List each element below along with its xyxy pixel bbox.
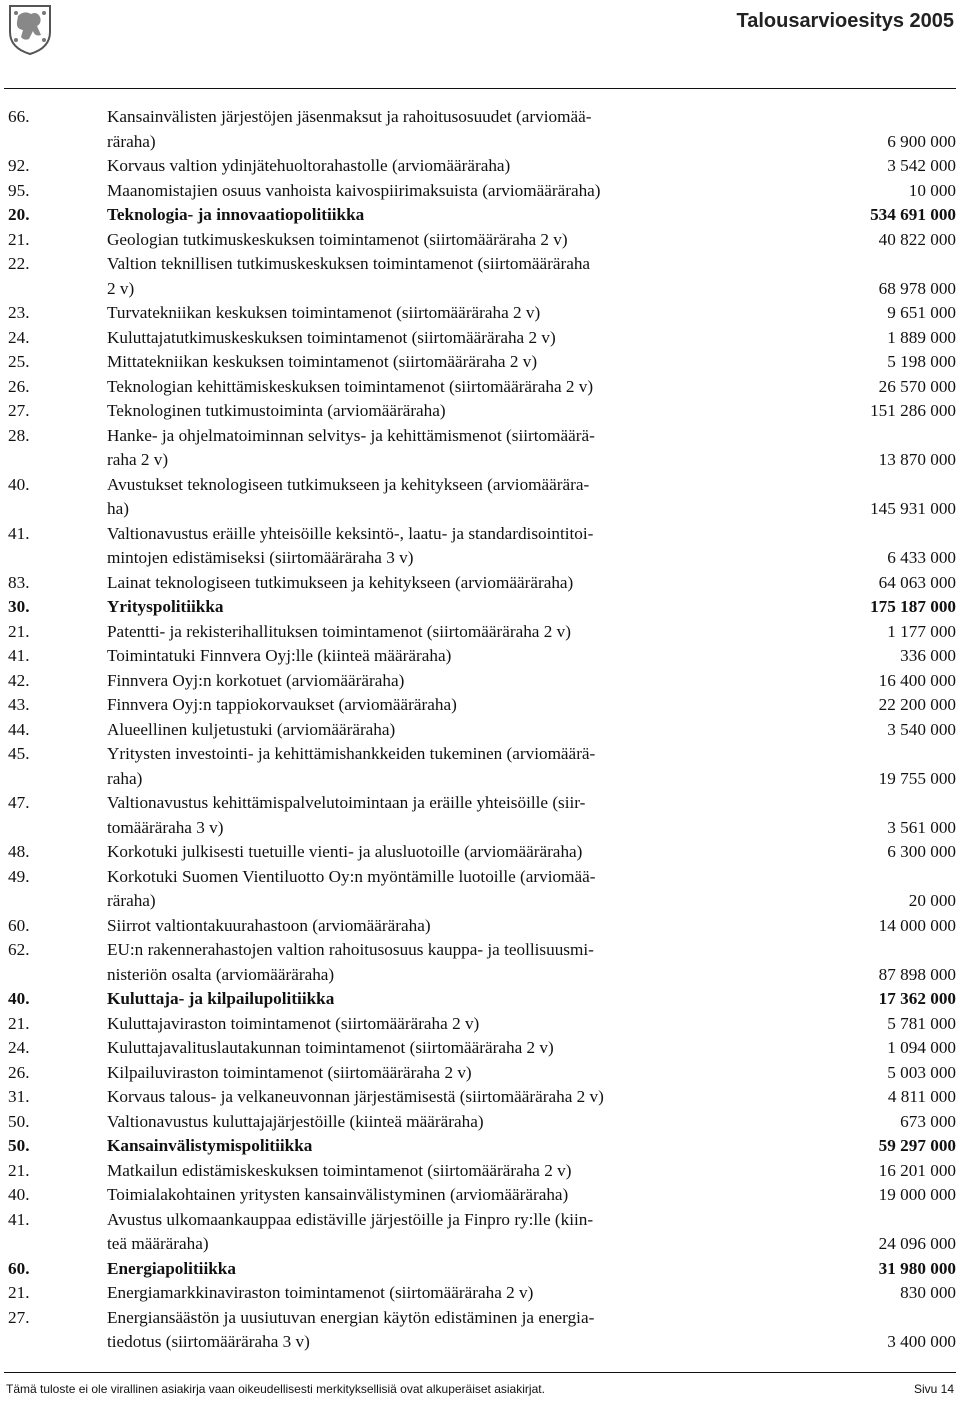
budget-item-row [8,1012,956,1037]
item-amount: 59 297 000 [878,1136,956,1155]
item-description: Kilpailuviraston toimintamenot (siirtomääräraha 2 v) [107,1062,472,1082]
budget-item-row [8,1159,956,1184]
item-description: Yrityspolitiikka [107,597,224,616]
budget-item-row [8,620,956,645]
disclaimer-text: Tämä tuloste ei ole virallinen asiakirja vaan oikeudellisesti merkityksellisiä ovat alkuperäiset asiakirjat. [6,1382,545,1396]
budget-item-row [8,105,956,154]
budget-item-row [8,1183,956,1208]
item-amount: 20 000 [908,891,956,910]
item-number: 40. [8,1185,30,1204]
item-description: Korkotuki julkisesti tuetuille vienti- ja alusluotoille (arviomääräraha) [107,842,583,861]
budget-item-row [8,1306,956,1355]
item-description: Matkailun edistämiskeskuksen toimintamenot (siirtomääräraha 2 v) [107,1160,572,1180]
budget-item-row [8,1281,956,1306]
budget-item-row [8,1036,956,1061]
item-number: 50. [8,1111,30,1131]
budget-item-row [8,301,956,326]
item-number: 41. [8,1209,30,1229]
item-number: 92. [8,156,30,175]
item-number: 48. [8,842,30,861]
item-description: Teknologia- ja innovaatiopolitiikka [107,205,365,224]
budget-item-row [8,865,956,914]
item-number: 30. [8,597,30,616]
header-divider [4,88,956,89]
item-number: 41. [8,646,30,665]
item-description: Valtionavustus kehittämispalvelutoimintaan ja eräille yhteisöille (siir- tomääräraha 3 v) [107,793,586,837]
footer-divider [4,1372,956,1373]
budget-item-row [8,840,956,865]
item-amount: 24 096 000 [878,1234,956,1253]
item-description: Teknologian kehittämiskeskuksen toimintamenot (siirtomääräraha 2 v) [107,376,594,396]
item-amount: 26 570 000 [878,376,956,396]
item-number: 66. [8,107,30,126]
item-number: 41. [8,523,30,543]
budget-item-row [8,326,956,351]
item-number: 49. [8,866,30,886]
item-number: 45. [8,744,30,763]
item-description: Finnvera Oyj:n tappiokorvaukset (arviomääräraha) [107,695,457,714]
budget-item-row [8,1208,956,1257]
item-description: Korvaus valtion ydinjätehuoltorahastolle (arviomääräraha) [107,156,511,175]
item-amount: 5 198 000 [887,352,956,371]
item-amount: 64 063 000 [878,572,956,592]
item-amount: 19 000 000 [878,1185,956,1204]
budget-item-row [8,693,956,718]
item-description: Yritysten investointi- ja kehittämishankkeiden tukeminen (arviomäärä- raha) [107,744,596,788]
item-description: Valtionavustus eräille yhteisöille keksintö-, laatu- ja standardisointitoi- mintojen edistämiseksi (siirtomääräraha 3 v) [107,523,594,567]
budget-item-row [8,252,956,301]
item-description: Patentti- ja rekisterihallituksen toimintamenot (siirtomääräraha 2 v) [107,621,571,641]
item-number: 24. [8,1038,30,1057]
item-number: 20. [8,205,30,224]
item-amount: 1 889 000 [887,327,956,347]
item-description: Kansainvälisten järjestöjen jäsenmaksut ja rahoitusosuudet (arviomää- räraha) [107,107,592,151]
budget-item-row [8,424,956,473]
section-heading-row [8,987,956,1012]
item-amount: 1 177 000 [887,621,956,641]
section-heading-row [8,203,956,228]
item-amount: 3 542 000 [887,156,956,175]
budget-item-row [8,522,956,571]
item-number: 47. [8,793,30,812]
item-number: 60. [8,915,30,935]
item-amount: 87 898 000 [878,964,956,984]
budget-item-row [8,938,956,987]
item-number: 40. [8,474,30,494]
section-heading-row [8,595,956,620]
item-amount: 19 755 000 [878,768,956,788]
item-description: Valtionavustus kuluttajajärjestöille (kiinteä määräraha) [107,1111,484,1131]
item-amount: 22 200 000 [878,695,956,714]
item-description: Kuluttaja- ja kilpailupolitiikka [107,989,335,1008]
item-number: 44. [8,719,30,739]
budget-item-row [8,669,956,694]
item-amount: 145 931 000 [870,499,956,518]
item-description: Alueellinen kuljetustuki (arviomääräraha) [107,719,396,739]
item-amount: 151 286 000 [870,401,956,420]
item-description: EU:n rakennerahastojen valtion rahoitusosuus kauppa- ja teollisuusmi- nisteriön osalta (arviomääräraha) [107,940,594,984]
item-amount: 175 187 000 [870,597,956,616]
item-description: Korvaus talous- ja velkaneuvonnan järjestämisestä (siirtomääräraha 2 v) [107,1087,604,1106]
item-description: Valtion teknillisen tutkimuskeskuksen toimintamenot (siirtomääräraha 2 v) [107,254,591,298]
item-amount: 6 433 000 [887,548,956,567]
item-description: Avustukset teknologiseen tutkimukseen ja kehitykseen (arviomäärära- ha) [107,474,590,518]
item-amount: 40 822 000 [878,229,956,249]
budget-item-row [8,742,956,791]
item-amount: 16 400 000 [878,670,956,690]
item-number: 26. [8,376,30,396]
item-description: Mittatekniikan keskuksen toimintamenot (siirtomääräraha 2 v) [107,352,538,371]
coat-of-arms-icon [4,2,56,56]
item-amount: 673 000 [900,1111,956,1131]
item-amount: 4 811 000 [887,1087,956,1106]
budget-item-row [8,1061,956,1086]
item-amount: 3 400 000 [887,1332,956,1351]
item-amount: 31 980 000 [878,1258,956,1278]
item-description: Avustus ulkomaankauppaa edistäville järjestöille ja Finpro ry:lle (kiin- teä määräraha) [107,1209,594,1253]
item-amount: 10 000 [908,180,956,200]
item-amount: 6 300 000 [887,842,956,861]
item-description: Geologian tutkimuskeskuksen toimintamenot (siirtomääräraha 2 v) [107,229,568,249]
item-number: 24. [8,327,30,347]
item-description: Energiansäästön ja uusiutuvan energian käytön edistäminen ja energia- tiedotus (siirtomääräraha 3 v) [107,1307,595,1351]
budget-item-row [8,473,956,522]
item-amount: 5 781 000 [887,1013,956,1033]
item-number: 42. [8,670,30,690]
item-description: Energiapolitiikka [107,1258,236,1278]
budget-table [8,105,956,1355]
item-number: 25. [8,352,30,371]
item-description: Hanke- ja ohjelmatoiminnan selvitys- ja kehittämismenot (siirtomäärä- raha 2 v) [107,425,595,469]
budget-item-row [8,1085,956,1110]
budget-item-row [8,791,956,840]
section-heading-row [8,1134,956,1159]
budget-item-row [8,350,956,375]
item-amount: 68 978 000 [878,278,956,298]
item-description: Lainat teknologiseen tutkimukseen ja kehitykseen (arviomääräraha) [107,572,574,592]
item-amount: 6 900 000 [887,131,956,151]
item-amount: 14 000 000 [878,915,956,935]
item-number: 40. [8,989,30,1008]
item-amount: 534 691 000 [870,205,956,224]
item-description: Kansainvälistymispolitiikka [107,1136,313,1155]
item-amount: 830 000 [900,1283,956,1302]
item-number: 83. [8,572,30,592]
item-number: 27. [8,401,30,420]
item-number: 21. [8,1160,30,1180]
item-amount: 13 870 000 [878,450,956,469]
document-title: Talousarvioesitys 2005 [736,10,954,32]
item-description: Kuluttajavalituslautakunnan toimintamenot (siirtomääräraha 2 v) [107,1038,554,1057]
item-amount: 336 000 [900,646,956,665]
item-description: Siirrot valtiontakuurahastoon (arviomääräraha) [107,915,431,935]
item-number: 62. [8,940,30,959]
item-number: 21. [8,621,30,641]
item-number: 31. [8,1087,30,1106]
budget-item-row [8,571,956,596]
item-amount: 9 651 000 [887,303,956,322]
item-number: 21. [8,1013,30,1033]
item-description: Korkotuki Suomen Vientiluotto Oy:n myöntämille luotoille (arviomää- räraha) [107,866,596,910]
budget-item-row [8,154,956,179]
item-number: 21. [8,229,30,249]
budget-item-row [8,179,956,204]
budget-item-row [8,375,956,400]
budget-item-row [8,228,956,253]
item-description: Turvatekniikan keskuksen toimintamenot (siirtomääräraha 2 v) [107,303,541,322]
item-description: Kuluttajaviraston toimintamenot (siirtomääräraha 2 v) [107,1013,480,1033]
item-number: 43. [8,695,30,714]
item-description: Teknologinen tutkimustoiminta (arviomääräraha) [107,401,446,420]
item-amount: 1 094 000 [887,1038,956,1057]
section-heading-row [8,1257,956,1282]
item-amount: 16 201 000 [878,1160,956,1180]
item-description: Toimintatuki Finnvera Oyj:lle (kiinteä määräraha) [107,646,452,665]
item-number: 22. [8,254,30,273]
item-amount: 3 561 000 [887,817,956,837]
item-number: 21. [8,1283,30,1302]
item-description: Kuluttajatutkimuskeskuksen toimintamenot (siirtomääräraha 2 v) [107,327,556,347]
item-number: 27. [8,1307,30,1327]
item-number: 28. [8,425,30,445]
budget-item-row [8,1110,956,1135]
page-number: Sivu 14 [913,1382,954,1396]
budget-item-row [8,644,956,669]
item-number: 50. [8,1136,30,1155]
item-number: 95. [8,180,30,200]
item-amount: 3 540 000 [887,719,956,739]
item-amount: 5 003 000 [887,1062,956,1082]
item-description: Energiamarkkinaviraston toimintamenot (siirtomääräraha 2 v) [107,1283,534,1302]
budget-item-row [8,399,956,424]
item-description: Maanomistajien osuus vanhoista kaivospiirimaksuista (arviomääräraha) [107,180,601,200]
item-description: Finnvera Oyj:n korkotuet (arviomääräraha) [107,670,405,690]
budget-item-row [8,718,956,743]
item-amount: 17 362 000 [878,989,956,1008]
item-number: 60. [8,1258,30,1278]
item-description: Toimialakohtainen yritysten kansainvälistyminen (arviomääräraha) [107,1185,569,1204]
item-number: 23. [8,303,30,322]
item-number: 26. [8,1062,30,1082]
budget-item-row [8,914,956,939]
